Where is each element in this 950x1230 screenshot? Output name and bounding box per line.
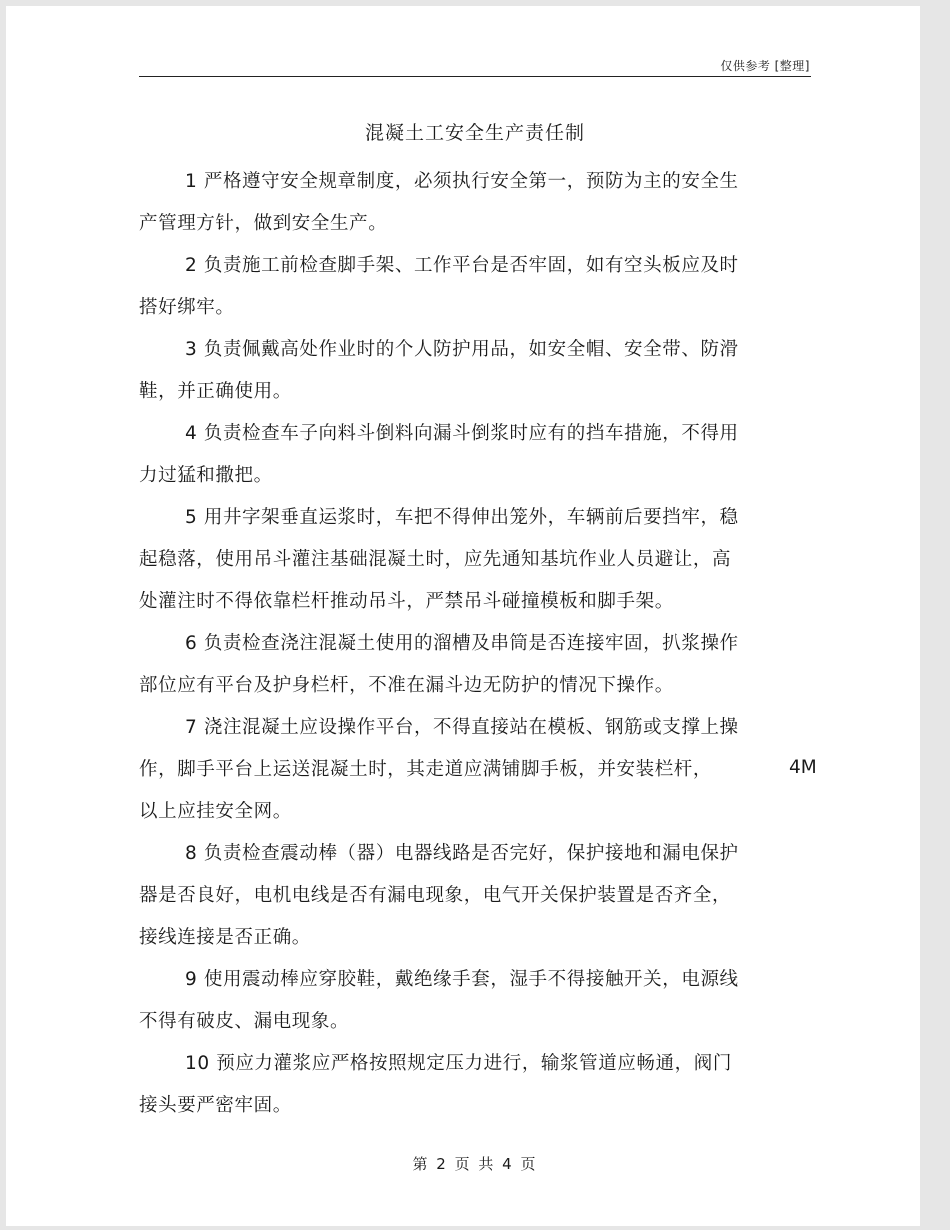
paragraph-line: 产管理方针，做到安全生产。: [139, 213, 388, 234]
paragraph-line: 5 用井字架垂直运浆时，车把不得伸出笼外，车辆前后要挡牢，稳: [185, 507, 739, 528]
paragraph: [139, 707, 779, 833]
paragraph-line: 6 负责检查浇注混凝土使用的溜槽及串筒是否连接牢固，扒浆操作: [185, 633, 739, 654]
paragraph-line: 3 负责佩戴高处作业时的个人防护用品，如安全帽、安全带、防滑: [185, 339, 739, 360]
paragraph-line: 器是否良好，电机电线是否有漏电现象，电气开关保护装置是否齐全，: [139, 885, 732, 906]
paragraph-line: 4 负责检查车子向料斗倒料向漏斗倒浆时应有的挡车措施，不得用: [185, 423, 739, 444]
paragraph-line: 7 浇注混凝土应设操作平台，不得直接站在模板、钢筋或支撑上操: [185, 717, 739, 738]
header-divider: [139, 76, 811, 77]
paragraph-line: 1 严格遵守安全规章制度，必须执行安全第一，预防为主的安全生: [185, 171, 739, 192]
paragraph: [139, 329, 779, 413]
document-page: [6, 6, 920, 1226]
paragraph-line: 9 使用震动棒应穿胶鞋，戴绝缘手套，湿手不得接触开关，电源线: [185, 969, 739, 990]
paragraph-line: 搭好绑牢。: [139, 297, 235, 318]
document-title: 混凝土工安全生产责任制: [364, 122, 585, 144]
paragraph-line: 处灌注时不得依靠栏杆推动吊斗，严禁吊斗碰撞模板和脚手架。: [139, 591, 674, 612]
paragraph: [139, 959, 779, 1043]
paragraph-line: 部位应有平台及护身栏杆，不准在漏斗边无防护的情况下操作。: [139, 675, 674, 696]
paragraph: [139, 161, 779, 245]
paragraph-line: 力过猛和撒把。: [139, 465, 273, 486]
paragraph-line: 作，脚手平台上运送混凝土时，其走道应满铺脚手板，并安装栏杆，: [139, 759, 713, 780]
paragraph: [139, 623, 779, 707]
unit-note: 4M: [789, 757, 817, 778]
paragraph: [139, 497, 779, 623]
document-body: [139, 161, 779, 1127]
paragraph-line: 接头要严密牢固。: [139, 1095, 292, 1116]
paragraph-line: 不得有破皮、漏电现象。: [139, 1011, 350, 1032]
paragraph: [139, 413, 779, 497]
paragraph-line: 2 负责施工前检查脚手架、工作平台是否牢固，如有空头板应及时: [185, 255, 739, 276]
paragraph-line: 鞋，并正确使用。: [139, 381, 292, 402]
paragraph-line: 8 负责检查震动棒（器）电器线路是否完好，保护接地和漏电保护: [185, 843, 739, 864]
header-note: 仅供参考 [整理]: [720, 59, 810, 73]
paragraph: [139, 833, 779, 959]
page-footer: 第 2 页 共 4 页: [412, 1155, 538, 1173]
paragraph-line: 以上应挂安全网。: [139, 801, 292, 822]
paragraph-line: 接线连接是否正确。: [139, 927, 311, 948]
paragraph-line: 起稳落，使用吊斗灌注基础混凝土时，应先通知基坑作业人员避让，高: [139, 549, 732, 570]
paragraph: [139, 245, 779, 329]
paragraph-line: 10 预应力灌浆应严格按照规定压力进行，输浆管道应畅通，阀门: [185, 1053, 732, 1074]
paragraph: [139, 1043, 779, 1127]
